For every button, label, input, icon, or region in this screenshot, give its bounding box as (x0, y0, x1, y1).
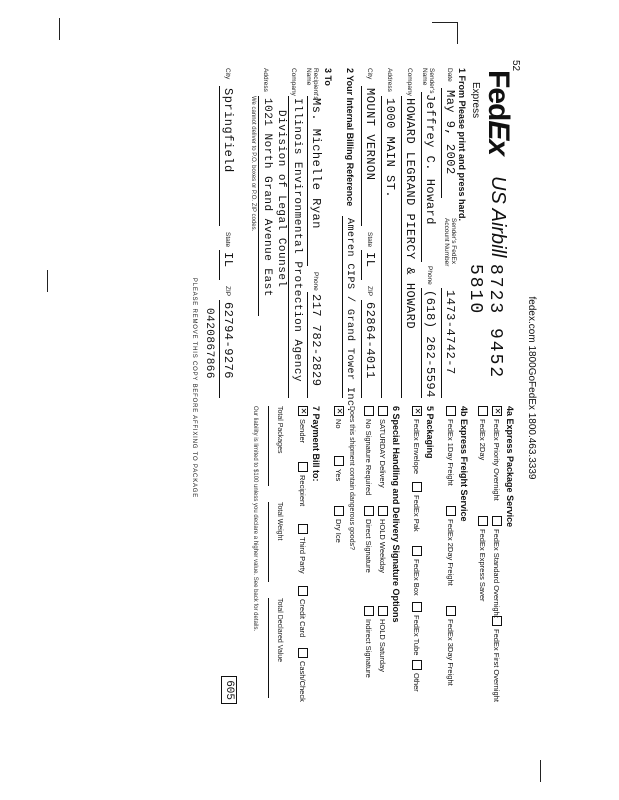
sender-city-label: City (366, 68, 373, 80)
recipient-city-value: Springfield (221, 88, 235, 173)
airbill-left-column (185, 68, 515, 414)
special-option-0[interactable]: SATURDAY Delivery (377, 406, 387, 488)
sender-company-value: HOWARD LEGRAND PIERCY & HOWARD (403, 98, 417, 330)
sender-zip-value: 62864-4011 (363, 302, 377, 380)
recipient-phone-label: Phone (312, 272, 319, 291)
express-checkbox-1 (492, 516, 502, 526)
liability-note: Our liability is limited to $100 unless you declare a higher value. See back for details. (252, 406, 258, 632)
date-value: May 9, 2002 (443, 90, 457, 175)
recipient-address-label: Address (262, 68, 269, 92)
crop-mark-bottom-right (540, 760, 541, 782)
recipient-state-label: State (224, 232, 231, 248)
section-payment-title: 7 Payment Bill to: (311, 406, 321, 482)
sender-city-value: MOUNT VERNON (363, 88, 377, 181)
express-option-3[interactable]: FedEx 2Day (477, 406, 487, 460)
recipient-city-label: City (224, 68, 231, 80)
section-express-title: 4a Express Package Service (505, 406, 515, 528)
sender-name-label: Sender's Name (421, 68, 435, 94)
express-checkbox-2 (492, 616, 502, 626)
packaging-option-1[interactable]: FedEx Pak (411, 482, 421, 532)
dangerous-option-0[interactable]: ✕No (334, 407, 344, 429)
recipient-company-label: Company (290, 68, 297, 96)
sender-company-label: Company (406, 68, 413, 96)
section-special-title: 6 Special Handling and Delivery Signature Options (391, 406, 401, 623)
sender-address-label: Address (386, 68, 393, 92)
payment-option-3[interactable]: Credit Card (297, 586, 307, 637)
airbill-right-column (185, 406, 515, 708)
freight-option-2[interactable]: FedEx 3Day Freight (445, 606, 455, 686)
form-id-box: 605 (221, 676, 237, 704)
sender-phone-value: (618) 262-5594 (423, 290, 437, 398)
section-freight-title: 4b Express Freight Service (459, 406, 469, 522)
recipient-zip-label: ZIP (224, 286, 231, 297)
fedex-logo: FedEx (482, 70, 515, 156)
crop-mark-top-right-v (457, 22, 458, 44)
total-weight-label: Total Weight (276, 502, 283, 541)
crop-mark-top-right (432, 22, 458, 23)
dangerous-option-2[interactable]: Dry Ice (333, 506, 343, 543)
removal-notice-strip: PLEASE REMOVE THIS COPY BEFORE AFFIXING TO PACKAGE (191, 277, 197, 499)
special-option-2[interactable]: HOLD Saturday (377, 606, 387, 672)
payment-option-4[interactable]: Cash/Check (297, 648, 307, 702)
recipient-address-value: 1021 North Grand Avenue East (261, 98, 273, 297)
crop-mark-left (59, 18, 60, 40)
special-option-5[interactable]: Indirect Signature (363, 606, 373, 678)
section-to-title: 3 To (323, 68, 333, 86)
payment-option-2[interactable]: Third Party (297, 524, 307, 574)
airbill-title: US Airbill (487, 176, 509, 258)
recipient-state-value: IL (221, 252, 235, 268)
sender-address-value: 1000 MAIN ST. (383, 98, 397, 199)
billing-reference-value: Ameren CIPS / Grand Tower Inc. (344, 218, 355, 414)
express-option-1[interactable]: FedEx Standard Overnight (491, 516, 501, 618)
freight-option-1[interactable]: FedEx 2Day Freight (445, 506, 455, 586)
recipient-name-value: Ms. Michelle Ryan (309, 98, 323, 229)
packaging-option-0[interactable]: ✕FedEx Envelope (412, 407, 422, 475)
special-option-1[interactable]: HOLD Weekday (377, 506, 387, 573)
packaging-option-4[interactable]: Other (411, 660, 421, 692)
recipient-zip-value: 62794-9276 (221, 302, 235, 380)
packaging-option-3[interactable]: FedEx Tube (411, 602, 421, 655)
recipient-company-value: Illinois Environmental Protection Agency (291, 98, 303, 383)
special-option-3[interactable]: No Signature Required (363, 406, 373, 495)
payment-option-0[interactable]: ✕Sender (298, 407, 308, 444)
express-option-0[interactable]: ✕FedEx Priority Overnight (492, 407, 502, 501)
fedex-airbill-form (185, 68, 537, 708)
recipient-company-line2: Division of Legal Counsel (275, 110, 287, 288)
section-billing-title: 2 Your Internal Billing Reference (345, 68, 355, 207)
payment-option-1[interactable]: Recipient (297, 462, 307, 506)
logo-subtitle: Express (470, 82, 481, 119)
dangerous-goods-label: Does this shipment contain dangerous goods? (348, 406, 355, 550)
crop-mark-left-2 (47, 270, 48, 292)
date-label: Date (446, 68, 453, 82)
express-checkbox-3 (478, 406, 488, 416)
recipient-phone-value: 217 782-2829 (309, 294, 323, 387)
section-packaging-title: 5 Packaging (425, 406, 435, 459)
express-option-4[interactable]: FedEx Express Saver (477, 516, 487, 602)
dangerous-option-1[interactable]: Yes (333, 456, 343, 481)
total-packages-label: Total Packages (276, 406, 283, 454)
packaging-option-2[interactable]: FedEx Box (411, 546, 421, 596)
section-from-title: 1 From Please print and press hard. (457, 68, 467, 222)
sender-phone-label: Phone (426, 266, 433, 285)
account-value: 1473-4742-7 (443, 290, 457, 375)
sender-name-value: Jeffrey C. Howard (423, 94, 437, 225)
sender-zip-label: ZIP (366, 286, 373, 297)
express-checkbox-0: ✕ (492, 407, 502, 415)
account-label: Sender's FedEx Account Number (443, 218, 457, 267)
special-option-4[interactable]: Direct Signature (363, 506, 373, 573)
express-option-2[interactable]: FedEx First Overnight (491, 616, 501, 702)
express-checkbox-4 (478, 516, 488, 526)
freight-option-0[interactable]: FedEx 1Day Freight (445, 406, 455, 486)
sender-state-value: IL (363, 252, 377, 268)
airbill-number: 8723 9452 5810 (465, 264, 505, 380)
sender-state-label: State (366, 232, 373, 248)
fedex-contact-line: fedex.com 1800GoFedEx 1800.463.3339 (526, 296, 537, 480)
declared-value-label: Total Declared Value (276, 598, 283, 663)
recipient-name-label: Recipient's Name (305, 68, 319, 100)
recipient-reference-number: 0420867866 (203, 308, 215, 380)
address-note: We cannot deliver to P.O. boxes or P.O. ZIP codes. (250, 96, 256, 232)
page-id: 52 (510, 59, 522, 72)
